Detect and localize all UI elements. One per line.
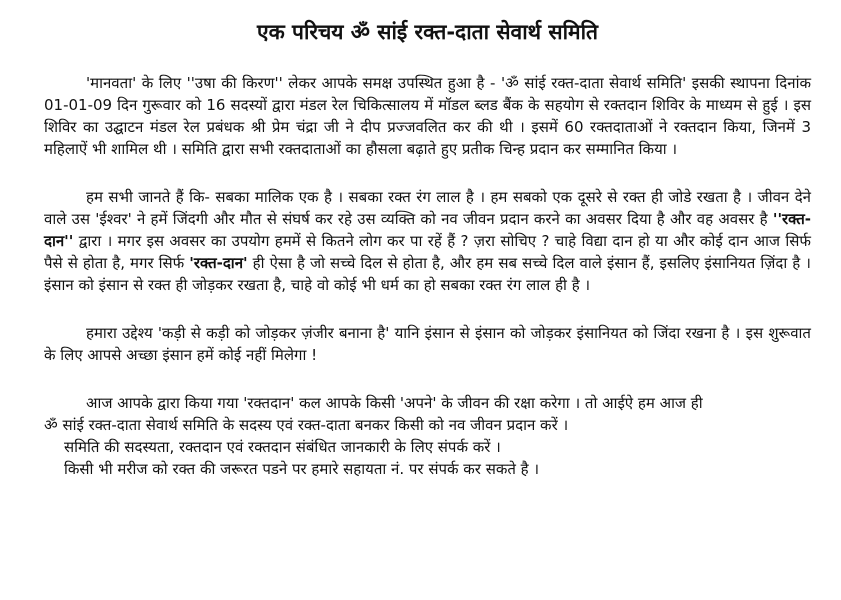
intro-paragraph: 'मानवता' के लिए ''उषा की किरण'' लेकर आपके समक्ष उपस्थित हुआ है - 'ॐ सांई रक्त-दाता सेवार्थ समिति' इसकी स्थापना दिनांक 01-01-09 दिन गुरूवार को 16 सदस्यों द्वारा मंडल रेल चिकित्सालय में मॉडल ब्लड बैंक के सहयोग से रक्तदान शिविर के माध्यम से हुई । इस शिविर का उद्घाटन मंडल रेल प्रबंधक श्री प्रेम चंद्रा जी ने दीप प्रज्जवलित कर की थी । इसमें 60 रक्तदाताओं ने रक्तदान किया, जिनमें 3 महिलाऐं भी शामिल थी । समिति द्वारा सभी रक्तदाताओं का हौसला बढ़ाते हुए प्रतीक चिन्ह प्रदान कर सम्मानित किया । — [44, 74, 811, 158]
paragraph-text: द्वारा । मगर इस अवसर का उपयोग हममें से कितने लोग कर पा रहें हैं ? ज़रा सोचिए ? चाहे विद्या दान हो या और कोई दान आज सिर्फ पैसे से होता है, मगर सिर्फ — [44, 232, 811, 272]
closing-line: समिति की सदस्यता, रक्तदान एवं रक्तदान संबंधित जानकारी के लिए संपर्क करें । — [64, 438, 501, 456]
objective-paragraph: हमारा उद्देश्य 'कड़ी से कड़ी को जोड़कर ज़ंजीर बनाना है' यानि इंसान से इंसान को जोड़कर इंसानियत को जिंदा रखना है । इस शुरूवात के लिए आपसे अच्छा इंसान हमें कोई नहीं मिलेगा ! — [44, 324, 811, 364]
page-title: एक परिचय ॐ सांई रक्त-दाता सेवार्थ समिति — [256, 20, 599, 44]
closing-line: किसी भी मरीज को रक्त की जरूरत पडने पर हमारे सहायता नं. पर संपर्क कर सकते है । — [64, 460, 540, 478]
closing-line: आज आपके द्वारा किया गया 'रक्तदान' कल आपके किसी 'अपने' के जीवन की रक्षा करेगा । तो आईऐ हम आज ही — [86, 394, 703, 412]
paragraph-text: हम सभी जानते हैं कि- सबका मालिक एक है । सबका रक्त रंग लाल है । हम सबको एक दूसरे से रक्त ही जोडे रखता है । जीवन देने वाले उस 'ईश्वर' ने हमें जिंदगी और मौत से संघर्ष कर रहे उस व्यक्ति को नव जीवन प्रदान करने का अवसर दिया है और वह अवसर है — [44, 188, 811, 228]
emphasis-text: 'रक्त-दान' — [189, 254, 248, 272]
blood-donation-paragraph — [44, 186, 811, 296]
closing-line: ॐ सांई रक्त-दाता सेवार्थ समिति के सदस्य एवं रक्त-दाता बनकर किसी को नव जीवन प्रदान करें । — [44, 416, 569, 434]
closing-paragraph — [44, 392, 811, 480]
emphasis-text: ''रक्त-दान'' — [44, 210, 811, 250]
paragraph-text: ही ऐसा है जो सच्चे दिल से होता है, और हम सब सच्चे दिल वाले इंसान हैं, इसलिए इंसानियत ज़िंदा है । इंसान को इंसान से रक्त ही जोड़कर रखता है, चाहे वो कोई भी धर्म का हो सबका रक्त रंग लाल ही है । — [44, 254, 811, 294]
